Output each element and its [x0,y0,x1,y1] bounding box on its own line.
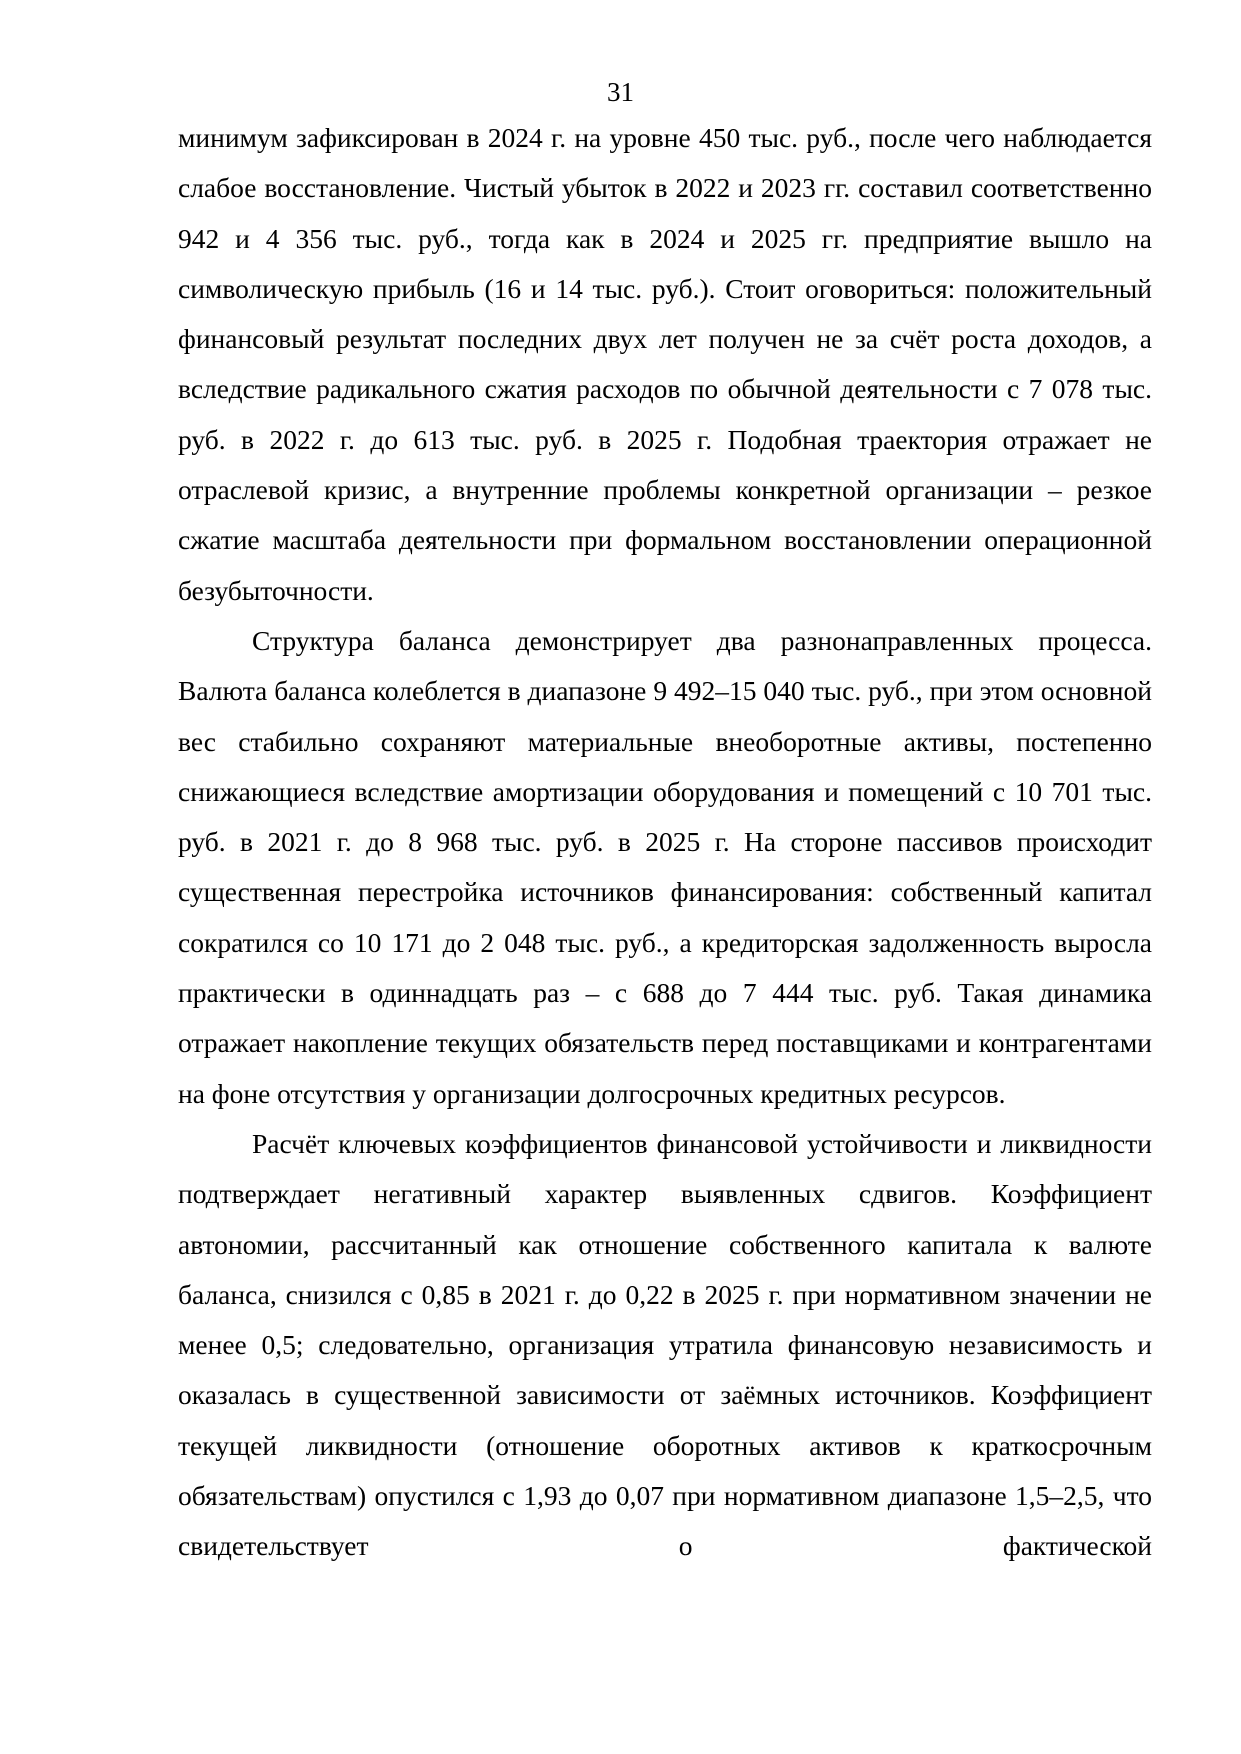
page-number: 31 [607,77,634,107]
paragraph-balance-structure: Структура баланса демонстрирует два разнонаправленных процесса. Валюта баланса колеблется в диапазоне 9 492–15 040 тыс. руб., при этом основной вес стабильно сохраняют материальные внеоборотные активы, постепенно снижающиеся вследствие амортизации оборудования и помещений с 10 701 тыс. руб. в 2021 г. до 8 968 тыс. руб. в 2025 г. На стороне пассивов происходит существенная перестройка источников финансирования: собственный капитал сократился со 10 171 до 2 048 тыс. руб., а кредиторская задолженность выросла практически в одиннадцать раз – с 688 до 7 444 тыс. руб. Такая динамика отражает накопление текущих обязательств перед поставщиками и контрагентами на фоне отсутствия у организации долгосрочных кредитных ресурсов. [178,624,1152,1109]
document-body [178,113,1152,1572]
paragraph-ratios: Расчёт ключевых коэффициентов финансовой устойчивости и ликвидности подтверждает негативный характер выявленных сдвигов. Коэффициент автономии, рассчитанный как отношение собственного капитала к валюте баланса, снизился с 0,85 в 2021 г. до 0,22 в 2025 г. при нормативном значении не менее 0,5; следовательно, организация утратила финансовую независимость и оказалась в существенной зависимости от заёмных источников. Коэффициент текущей ликвидности (отношение оборотных активов к краткосрочным обязательствам) опустился с 1,93 до 0,07 при нормативном диапазоне 1,5–2,5, что свидетельствует о фактической [178,1127,1152,1562]
paragraph-financial-result: минимум зафиксирован в 2024 г. на уровне 450 тыс. руб., после чего наблюдается слабое восстановление. Чистый убыток в 2022 и 2023 гг. составил соответственно 942 и 4 356 тыс. руб., тогда как в 2024 и 2025 гг. предприятие вышло на символическую прибыль (16 и 14 тыс. руб.). Стоит оговориться: положительный финансовый результат последних двух лет получен не за счёт роста доходов, а вследствие радикального сжатия расходов по обычной деятельности с 7 078 тыс. руб. в 2022 г. до 613 тыс. руб. в 2025 г. Подобная траектория отражает не отраслевой кризис, а внутренние проблемы конкретной организации – резкое сжатие масштаба деятельности при формальном восстановлении операционной безубыточности. [178,122,1152,606]
